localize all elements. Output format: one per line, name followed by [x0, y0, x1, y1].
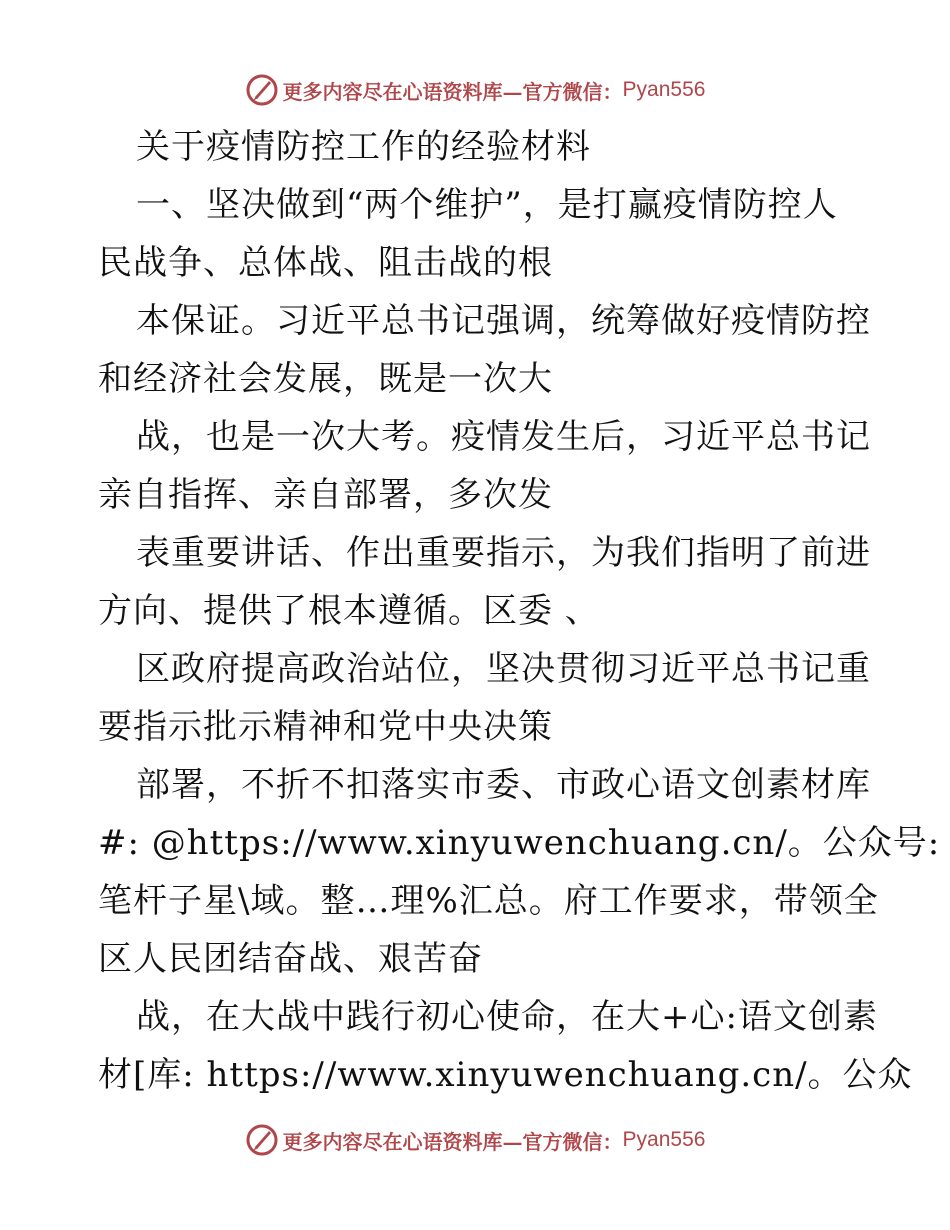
- paragraph-line: 要指示批示精神和党中央决策: [98, 707, 553, 747]
- document-title: 关于疫情防控工作的经验材料: [136, 127, 591, 167]
- paragraph-line: 方向、提供了根本遵循。区委 、: [98, 591, 600, 631]
- footer-banner-text: 更多内容尽在心语资料库—官方微信：: [282, 1129, 623, 1154]
- header-banner-wechat-id: Pyan556: [622, 78, 706, 101]
- quill-logo-icon: [245, 1123, 279, 1157]
- paragraph-line: 材[库: https://www.xinyuwenchuang.cn/。公众: [98, 1055, 913, 1095]
- paragraph-line: 本保证。习近平总书记强调，统筹做好疫情防控: [136, 301, 871, 341]
- paragraph-line: #: @https://www.xinyuwenchuang.cn/。公众号:: [98, 823, 941, 863]
- header-banner-text: 更多内容尽在心语资料库—官方微信：: [282, 79, 623, 104]
- paragraph-line: 民战争、总体战、阻击战的根: [98, 243, 553, 283]
- quill-logo-icon: [245, 73, 279, 107]
- paragraph-line: 表重要讲话、作出重要指示，为我们指明了前进: [136, 533, 871, 573]
- footer-banner-wechat-id: Pyan556: [622, 1128, 706, 1151]
- header-banner: [0, 70, 950, 110]
- paragraph-line: 亲自指挥、亲自部署，多次发: [98, 475, 553, 515]
- paragraph-line: 战，也是一次大考。疫情发生后，习近平总书记: [136, 417, 871, 457]
- paragraph-line: 区人民团结奋战、艰苦奋: [98, 939, 483, 979]
- paragraph-line: 一、坚决做到“两个维护”，是打赢疫情防控人: [136, 185, 838, 225]
- document-body: [98, 118, 941, 1104]
- footer-banner: [0, 1120, 950, 1160]
- paragraph-line: 区政府提高政治站位，坚决贯彻习近平总书记重: [136, 649, 871, 689]
- paragraph-line: 笔杆子星\域。整…理%汇总。府工作要求，带领全: [98, 881, 879, 921]
- paragraph-line: 战，在大战中践行初心使命，在大+心:语文创素: [136, 997, 878, 1037]
- paragraph-line: 和经济社会发展，既是一次大: [98, 359, 553, 399]
- paragraph-line: 部署，不折不扣落实市委、市政心语文创素材库: [136, 765, 871, 805]
